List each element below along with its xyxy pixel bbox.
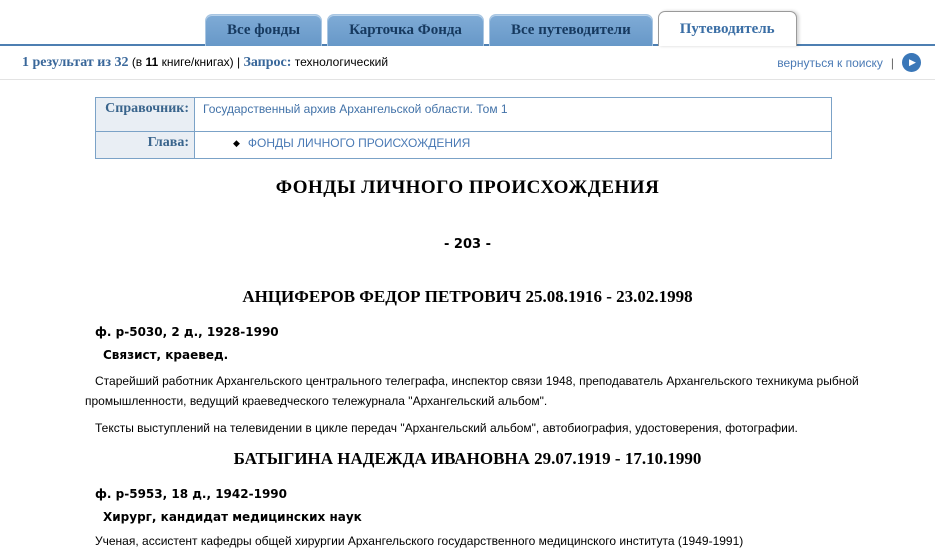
summary-pipe: | bbox=[236, 54, 241, 69]
chapter-cell bbox=[195, 132, 832, 159]
books-count: 11 bbox=[145, 54, 159, 69]
results-count: 1 результат из 32 bbox=[22, 54, 129, 70]
reference-info-table bbox=[95, 97, 832, 159]
back-to-search-link[interactable]: вернуться к поиску bbox=[777, 55, 883, 70]
reference-label: Справочник: bbox=[96, 98, 195, 132]
tab-fund-card[interactable]: Карточка Фонда bbox=[327, 14, 484, 46]
query-label: Запрос: bbox=[243, 54, 292, 70]
profession-line: Связист, краевед. bbox=[103, 348, 229, 362]
next-result-button[interactable] bbox=[902, 53, 921, 72]
fund-reference: ф. р-5953, 18 д., 1942-1990 bbox=[95, 487, 287, 501]
entry-paragraph: Старейший работник Архангельского центрального телеграфа, инспектор связи 1948, преподаватель Архангельского техникума рыбной промышленности, ведущий краеведческого тележурнала "Архангельский альбом". bbox=[85, 374, 859, 408]
results-summary bbox=[22, 55, 388, 71]
table-row bbox=[96, 132, 832, 159]
books-suffix: книге/книгах) bbox=[161, 54, 234, 69]
tabs-container bbox=[205, 11, 797, 46]
diamond-bullet-icon: ◆ bbox=[233, 138, 240, 148]
table-row bbox=[96, 98, 832, 132]
tab-guide-active[interactable]: Путеводитель bbox=[658, 11, 797, 46]
play-icon: ▶ bbox=[909, 57, 916, 67]
back-pipe: | bbox=[890, 55, 894, 70]
fund-reference: ф. р-5030, 2 д., 1928-1990 bbox=[95, 325, 279, 339]
entry-title: БАТЫГИНА НАДЕЖДА ИВАНОВНА 29.07.1919 - 17.10.1990 bbox=[233, 449, 702, 468]
chapter-title: ФОНДЫ ЛИЧНОГО ПРОИСХОЖДЕНИЯ bbox=[275, 177, 660, 198]
page-number-marker: - 203 - bbox=[444, 237, 491, 252]
entry-title: АНЦИФЕРОВ ФЕДОР ПЕТРОВИЧ 25.08.1916 - 23.02.1998 bbox=[242, 287, 693, 306]
reference-value-link[interactable]: Государственный архив Архангельской области. Том 1 bbox=[195, 98, 832, 132]
query-value: технологический bbox=[294, 54, 389, 69]
chapter-label: Глава: bbox=[96, 132, 195, 159]
tab-all-funds[interactable]: Все фонды bbox=[205, 14, 322, 46]
results-toolbar bbox=[0, 46, 935, 80]
entry-paragraph: Ученая, ассистент кафедры общей хирургии Архангельского государственного медицинского института (1949-1991) bbox=[95, 534, 744, 548]
books-prefix: (в bbox=[131, 54, 143, 69]
entry-paragraph: Тексты выступлений на телевидении в цикле передач "Архангельский альбом", автобиография, удостоверения, фотографии. bbox=[95, 421, 798, 435]
tab-all-guides[interactable]: Все путеводители bbox=[489, 14, 653, 46]
chapter-link[interactable]: ФОНДЫ ЛИЧНОГО ПРОИСХОЖДЕНИЯ bbox=[247, 136, 471, 150]
profession-line: Хирург, кандидат медицинских наук bbox=[103, 510, 362, 524]
toolbar-actions bbox=[777, 53, 921, 72]
tab-bar bbox=[0, 0, 935, 46]
